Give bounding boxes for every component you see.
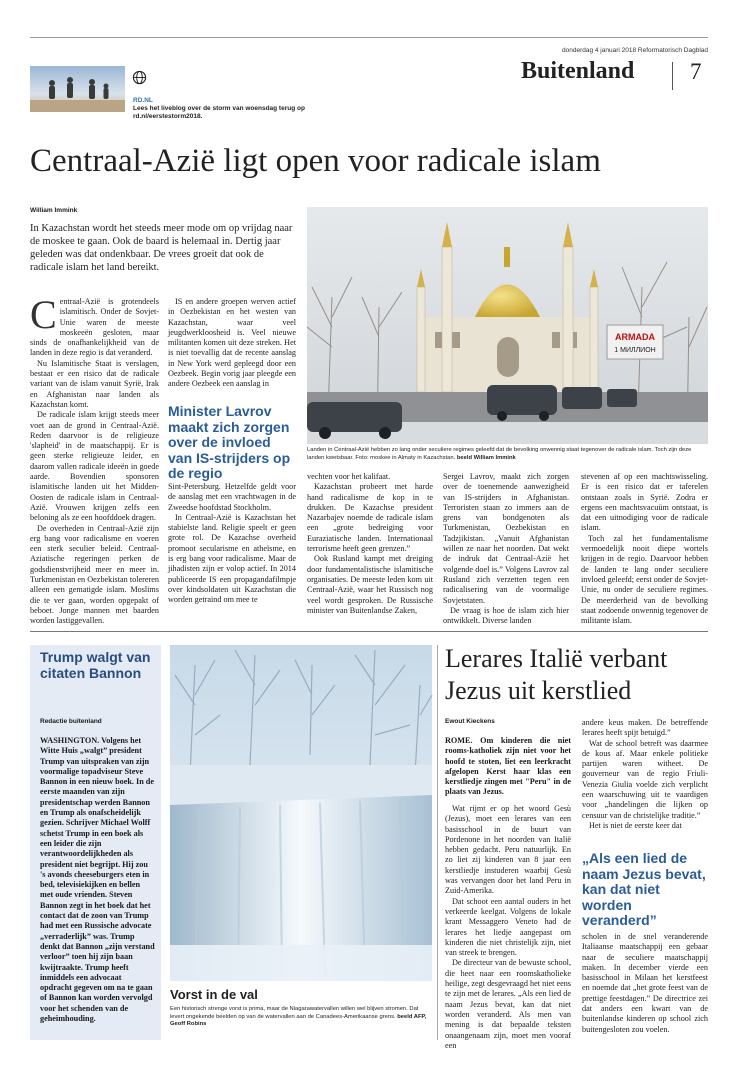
main-col-2-top [168,297,296,393]
main-col5-p2: Toch zal het fundamentalisme vermoedelijk nooit diepe wortels krijgen in de regio. Daarvoor hebben de landen te lang onder seculiere invloed geleefd; eerst onder de Sovjet-Unie, nu onder de seculiere regimes. De meerderheid van de bevolking staat zodoende onwennig tegenover de militante islam. [581,533,708,626]
niagara-caption [170,1006,432,1029]
main-col-4 [443,472,569,626]
section-divider [672,62,673,90]
niagara-credit: beeld AFP, Geoff Robins [170,1013,427,1027]
italy-headline: Lerares Italië verbant Jezus uit kerstlied [445,644,668,705]
italy-col-2-bottom [582,932,708,1040]
billboard-armada: ARMADA [615,332,655,342]
page-number: 7 [690,59,702,84]
dateline [562,47,708,54]
main-col3-p2: Kazachstan probeert met harde hand radicalisme de kop in te drukken. De Kazachse president Nazarbajev noemde de radicale islam een „grote bedreiging voor Euraziatische landen. Internationaal terrorisme heeft geen grenzen.” [307,482,433,554]
trump-body: WASHINGTON. Volgens het Witte Huis „walgt” president Trump van uitspraken van zijn voormalige topadviseur Steve Bannon in een nieuw boek. In de eerste maanden van zijn presidentschap werden Bannon en Trump als onafscheidelijk gezien. Schrijver Michael Wolff schetst Trump in een boek als een leider die zijn verantwoordelijkheden als president niet begrijpt. Hij zou 's avonds cheeseburgers eten in bed, televisiekijken en bellen met oude vrienden. Steven Bannon zegt in het boek dat het contact dat de zoon van Trump had met een Russische advocate „verraderlijk” was. Trump denkt dat Bannon „zijn verstand verloor” toen hij zijn baan kwijtraakte. Trump heeft inmiddels een advocaat opdracht gegeven om na te gaan of Bannon kan worden vervolgd voor het schenden van de geheimhouding. [40,736,155,1024]
section-title: Buitenland [521,58,635,84]
trump-byline: Redactie buitenland [40,718,102,725]
lavrov-pull-quote: Minister Lavrov maakt zich zorgen over de invloed van IS-strijders op de regio [168,403,291,481]
italy-left-rule [437,645,438,1040]
niagara-photo [170,645,432,981]
main-col4-p1: Sergei Lavrov, maakt zich zorgen over de toenemende aanwezigheid van IS-strijders in Afghanistan. Terroristen staan zo immers aan de grens van bondgenoten als Turkmenistan, Oezbekistan en Tadzjikistan. „Vanuit Afghanistan willen ze naar het noorden. Dat wekt de indruk dat Centraal-Azië het volgende doel is.” Volgens Lavrov zal Rusland zich verzetten tegen een radicalisering van de voormalige Sovjetstaten. [443,472,569,605]
mosque-caption-text: Landen in Centraal-Azië hebben zo lang onder seculiere regimes geleefd dat de bevolking onwennig staat tegenover de radicale islam. Toch zijn deze landen kwetsbaar. Foto: moskee in Almaty in Kazachstan. [307,447,692,461]
niagara-title: Vorst in de val [170,987,258,1002]
italy-col2-p1: andere keus maken. De betreffende lerares heeft spijt betuigd.” [582,718,708,738]
date: donderdag 4 januari 2018 [562,47,637,54]
globe-icon [132,70,147,85]
promo-site-link[interactable]: RD.NL [133,97,153,104]
italy-byline: Ewout Kieckens [445,718,495,725]
italy-col-1 [445,804,571,1050]
mosque-photo-caption [307,447,708,462]
mosque-photo [307,207,708,444]
main-col2-p3: In Centraal-Azië is Kazachstan het stabielste land. Religie speelt er geen grote rol. De Kazachse overheid promoot secularisme en atheïsme, en is erg bang voor radicalisme. Maar de jihadisten zijn er volop actief. In 2014 publiceerde IS een propagandafilmpje over kindsoldaten uit Kazachstan die worden getraind om mee te [168,512,296,605]
main-col1-p3: De radicale islam krijgt steeds meer voet aan de grond in Centraal-Azië. Reden daarvoor is de religieuze 'slapheid' in de maatschappij. Er is geen sterke religieuze leider, en daarom vallen radicale ideeën in goede aarde. Bovendien sponsoren islamitische landen uit het Midden-Oosten de radicale islam in Centraal-Azië. Vrouwen krijgen zelfs een beloning als ze een hoofddoek dragen. [30,410,159,523]
italy-lead: ROME. Om kinderen die niet rooms-katholiek zijn niet voor het hoofd te stoten, liet een leerkracht afgelopen Kerst haar klas een kerstliedje zingen met "Peru" in de plaats van Jezus. [445,736,571,797]
italy-col1-p1: Wat rijmt er op het woord Gesù (Jezus), moet een lerares van een basisschool in de buurt van Pordenone in het noorden van Italië hebben gedacht. Peru natuurlijk. En zo liet zij kinderen van 8 jaar een kerstliedje instuderen waarbij Gesù was vervangen door het land Peru in Zuid-Amerika. [445,804,571,896]
main-col1-p4: De overheden in Centraal-Azië zijn erg bang voor radicalisme en voeren een sterk seculier beleid. Centraal-Aziatische regeringen perken de godsdienstvrijheid meer en meer in. Turkmenistan en Oezbekistan tolereren alleen een gematigde islam. Moslims die te ver gaan, worden opgepakt of beboet. Jonge mannen met baarden worden lastiggevallen. [30,523,159,626]
main-col2-p1: IS en andere groepen werven actief in Oezbekistan en het westen van Kazachstan, waar veel jeugdwerkloosheid is. Veel nieuwe militanten komen uit deze streken. Het is niet toevallig dat de recente aanslag in New York werd gepleegd door een Oezbeek. Begin vorig jaar pleegde een andere Oezbeek een aanslag in [168,297,296,389]
main-col4-p2: De vraag is hoe de islam zich hier ontwikkelt. Diverse landen [443,605,569,626]
promo-photo[interactable] [30,66,125,112]
main-col2-p2: Sint-Petersburg. Hetzelfde geldt voor de aanslag met een vrachtwagen in de Zweedse hoofdstad Stockholm. [168,482,296,512]
italy-col1-p2: Dat schoot een aantal ouders in het verkeerde keelgat. Volgens de lokale krant Messaggero Veneto had de lerares het liedje aangepast om kinderen die niet christelijk zijn, niet van streek te brengen. [445,896,571,958]
storm-beach-photo [30,66,125,112]
main-col3-p3: Ook Rusland kampt met dreiging door fundamentalistische islamitische organisaties. De meeste leden kom uit Centraal-Azië, waar het Russisch nog veel wordt gesproken. De Russische minister van Buitenlandse Zaken, [307,554,433,615]
italy-col2-p2: Wat de school betreft was daarmee de kous af. Maar enkele politieke partijen waren witheet. De gouverneur van de regio Friuli-Venezia Giulia voelde zich verplicht een waarschuwing uit te vaardigen voor „handelingen die lijken op censuur van de christelijke traditie.” [582,738,708,820]
italy-col2-p4: scholen in de snel veranderende Italiaanse maatschappij een gebaar naar de seculiere maatschappij maken. In december vierde een basisschool in Milaan het kerstfeest en noemde dat „het grote feest van de prettige feestdagen.” De directrice zei dat anders een kwart van de buitenlandse kinderen op school zich buitengesloten zou voelen. [582,932,708,1034]
italy-pull-quote: „Als een lied de naam Jezus bevat, kan dat niet worden veranderd” [582,850,706,928]
main-byline: William Immink [30,207,78,214]
header-top-rule [30,37,708,38]
trump-headline: Trump walgt van citaten Bannon [40,649,151,681]
main-col1-p1: entraal-Azië is grotendeels islamitisch. Onder de Sovjet-Unie waren de meeste moskeeën gesloten, maar sinds de onafhankelijkheid van de landen in deze regio is dat veranderd. [30,297,159,358]
dropcap: C [30,292,57,337]
promo-text[interactable]: Lees het liveblog over de storm van woensdag terug op rd.nl/eerstestorm2018. [133,105,305,120]
main-col1-p2: Nu Islamitische Staat is verslagen, bestaat er een risico dat de radicale variant van de islam vanuit Syrië, Irak en Afghanistan naar landen als Kazachstan komt. [30,358,159,409]
main-col5-p1: stevenen af op een machtswisseling. Er is een risico dat er taferelen ontstaan zoals in Syrië. Zodra er ergens een machtsvacuüm ontstaat, is dat een uitnodiging voor de radicale islam. [581,472,708,533]
main-col-3 [307,472,433,614]
niagara-caption-text: Een historisch strenge vorst is prima, maar de Niagarawatervallen willen wel blijven stromen. Dat levert ongekende beelden op van de watervallen aan de Canadees-Amerikaanse grens. [170,1006,419,1020]
italy-col1-p3: De directeur van de bewuste school, die heet naar een roomskatholieke heilige, zegt desgevraagd het niet eens te zijn met de lerares. „Als een lied de naam Jezus bevat, kan dat niet worden veranderd. Als men van mening is dat bepaalde teksten onaangenaam zijn, moet men vooraf een [445,958,571,1050]
main-lead: In Kazachstan wordt het steeds meer mode om op vrijdag naar de moskee te gaan. Ook de baard is helemaal in. Dertig jaar geleden was dat ondenkbaar. De vrees groeit dat ook de radicale islam het land bereikt. [30,223,293,273]
main-headline: Centraal-Azië ligt open voor radicale islam [30,143,601,179]
billboard-million: 1 МИЛЛИОН [614,347,656,354]
mosque-photo-credit: beeld William Immink [456,454,516,461]
section-divider-rule [30,631,708,632]
paper-name: Reformatorisch Dagblad [637,47,708,54]
italy-col-2-top [582,718,708,842]
main-col3-p1: vechten voor het kalifaat. [307,472,391,481]
italy-col2-p3: Het is niet de eerste keer dat [589,820,682,830]
main-col-1 [30,292,159,626]
main-col-2-bottom [168,482,296,614]
main-col-5 [581,472,708,626]
